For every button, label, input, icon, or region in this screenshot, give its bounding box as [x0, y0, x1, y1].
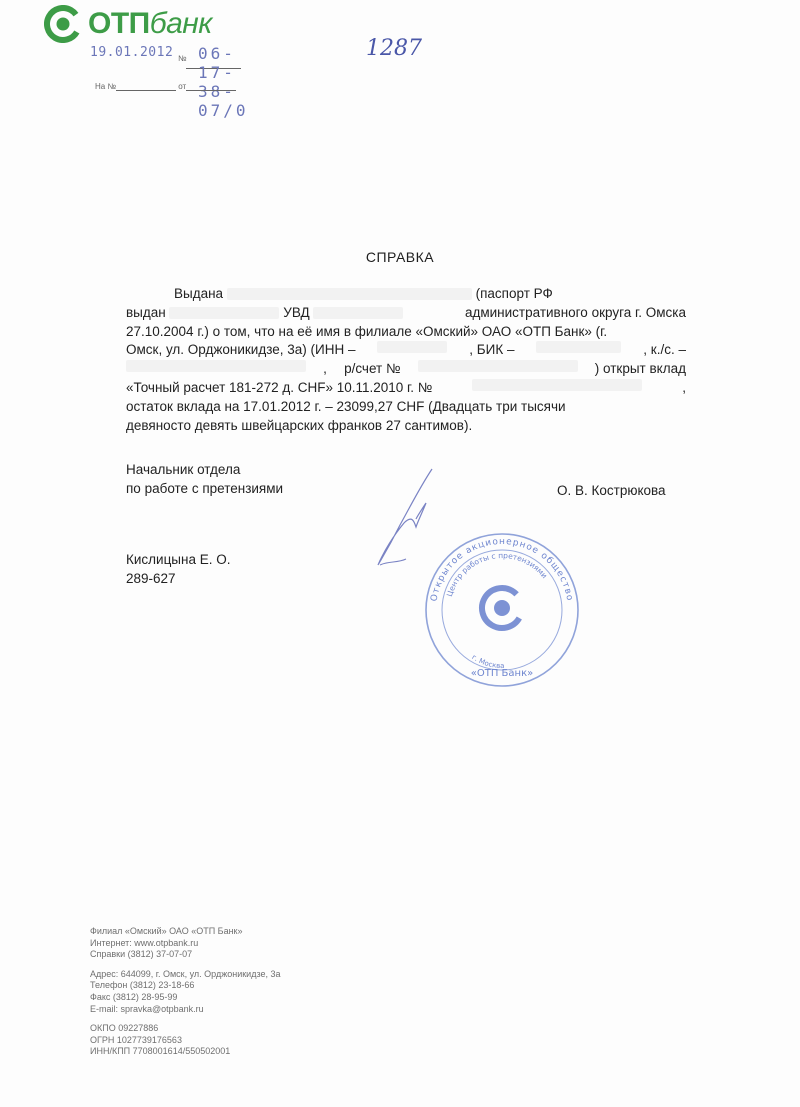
- seal-bank-name: «ОТП Банк»: [470, 668, 534, 679]
- seal-inner-text: Центр работы с претензиями: [444, 550, 550, 598]
- body-line-1-start: Выдана: [174, 286, 224, 301]
- footer-email: E-mail: spravka@otpbank.ru: [90, 1003, 204, 1014]
- body-line-4-b: , БИК –: [469, 342, 515, 358]
- body-line-7: остаток вклада на 17.01.2012 г. – 23099,27 CHF (Двадцать три тысячи: [126, 398, 566, 414]
- body-line-2-mid: УВД: [283, 304, 310, 320]
- bank-seal: [422, 530, 582, 690]
- footer-address: Адрес: 644099, г. Омск, ул. Орджоникидзе, 3а: [90, 968, 281, 979]
- document-body: [126, 285, 686, 435]
- executor-info: [126, 551, 230, 589]
- position-line-2: по работе с претензиями: [126, 480, 284, 496]
- footer-inquiries: Справки (3812) 37-07-07: [90, 949, 193, 960]
- footer-okpo: ОКПО 09227886: [90, 1023, 159, 1034]
- reference-line: [95, 82, 236, 91]
- footer-internet: Интернет: www.otpbank.ru: [90, 937, 199, 948]
- seal-outer-text: Открытое акционерное общество: [429, 536, 575, 603]
- body-line-1-end: (паспорт РФ: [475, 286, 553, 301]
- reference-from: от: [178, 82, 187, 91]
- body-line-4-a: Омск, ул. Орджоникидзе, 3а) (ИНН –: [126, 342, 356, 358]
- document-title: СПРАВКА: [365, 249, 435, 265]
- body-line-6-b: ,: [682, 379, 686, 395]
- body-line-5-a: ,: [323, 361, 327, 377]
- body-line-3: 27.10.2004 г.) о том, что на её имя в филиале «Омский» ОАО «ОТП Банк» (г.: [126, 323, 608, 339]
- body-line-8: девяносто девять швейцарских франков 27 сантимов).: [126, 417, 473, 433]
- signer-position: [126, 461, 283, 499]
- seal-city: г. Москва: [470, 653, 505, 671]
- body-line-5-c: ) открыт вклад: [594, 361, 686, 377]
- logo-text-italic: банк: [149, 7, 212, 40]
- body-line-2-start: выдан: [126, 304, 166, 320]
- footer-phone: Телефон (3812) 23-18-66: [90, 980, 195, 991]
- footer-inn-kpp: ИНН/КПП 7708001614/550502001: [90, 1046, 231, 1057]
- body-line-5-b: р/счет №: [344, 361, 401, 377]
- footer-fax: Факс (3812) 28-95-99: [90, 991, 178, 1002]
- reference-prefix: На №: [95, 82, 117, 91]
- footer-ogrn: ОГРН 1027739176563: [90, 1034, 182, 1045]
- registration-number: 06-17-38-07/0: [198, 44, 249, 120]
- registration-date: 19.01.2012: [90, 45, 174, 60]
- footer-contacts: [90, 926, 281, 1058]
- body-line-2-end: административного округа г. Омска: [464, 304, 686, 320]
- registration-number-mark: №: [178, 54, 187, 63]
- executor-phone: 289-627: [126, 570, 176, 586]
- position-line-1: Начальник отдела: [126, 462, 241, 477]
- otp-logo-icon: [44, 5, 82, 43]
- body-line-4-c: , к./с. –: [643, 342, 686, 358]
- logo-text-bold: ОТП: [88, 7, 150, 40]
- body-line-6-a: «Точный расчет 181-272 д. CHF» 10.11.2010 г. №: [126, 379, 433, 395]
- bank-logo: [44, 2, 212, 46]
- footer-branch: Филиал «Омский» ОАО «ОТП Банк»: [90, 926, 243, 936]
- redacted-name: [227, 288, 472, 300]
- executor-name: Кислицына Е. О.: [126, 552, 231, 567]
- signer-name: О. В. Кострюкова: [557, 483, 666, 498]
- registration-handwritten-number: 1287: [366, 36, 422, 61]
